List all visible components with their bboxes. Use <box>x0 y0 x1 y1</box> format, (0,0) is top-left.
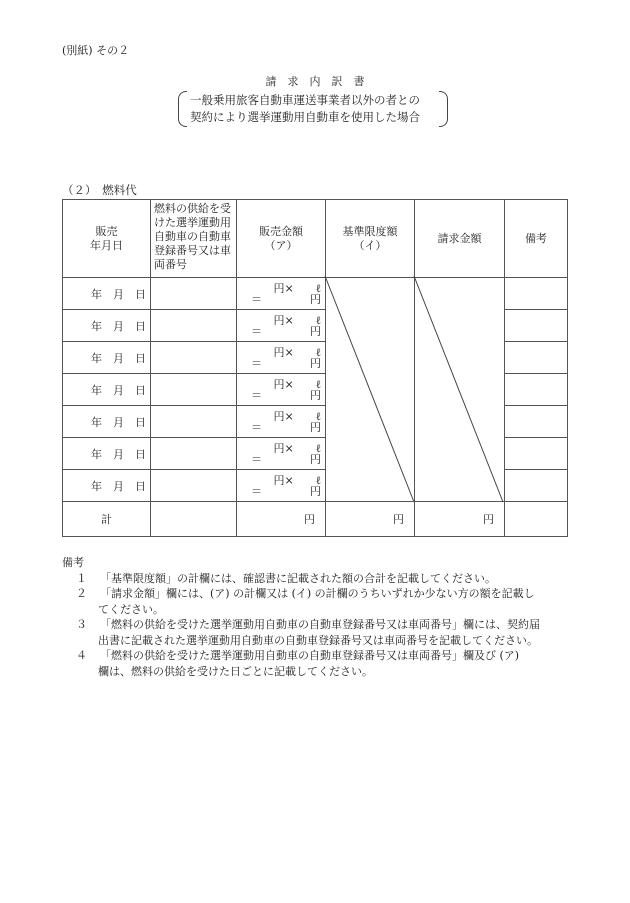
total-limit-amount-cell[interactable]: 円 <box>326 502 415 537</box>
section-title: （２） 燃料代 <box>62 183 137 197</box>
header-limit-amount <box>326 200 415 278</box>
note-text: 「請求金額」欄には、(ア) の計欄又は (イ) の計欄のうちいずれか少ない方の額を記載し <box>100 587 535 600</box>
header-claim-amount: 請求金額 <box>415 200 505 278</box>
date-cell[interactable]: 年 月 日 <box>63 278 151 310</box>
remarks-cell[interactable] <box>505 406 568 438</box>
annex-label: (別紙) その２ <box>62 44 130 57</box>
header-date-line: 販売 <box>95 224 118 238</box>
total-remarks-cell[interactable] <box>505 502 568 537</box>
sales-amount-cell[interactable] <box>237 342 326 374</box>
equals-sign: ＝ <box>251 421 262 434</box>
vehicle-number-cell[interactable] <box>151 406 237 438</box>
header-sales-line: （ア） <box>264 238 298 252</box>
equals-sign: ＝ <box>251 357 262 370</box>
note-item <box>62 571 540 587</box>
header-vehicle-line: けた選挙運動用 <box>154 216 231 229</box>
header-vehicle-line: 両番号 <box>154 258 187 271</box>
liter-label: ℓ <box>315 314 321 327</box>
header-date <box>63 200 151 278</box>
total-label: 計 <box>63 502 151 537</box>
header-vehicle-line: 登録番号又は車 <box>154 244 231 257</box>
date-cell[interactable]: 年 月 日 <box>63 406 151 438</box>
yen-label: 円 <box>310 389 321 402</box>
header-sales-amount <box>237 200 326 278</box>
subtitle-line-2: 契約により選挙運動用自動車を使用した場合 <box>190 110 420 124</box>
header-remarks: 備考 <box>505 200 568 278</box>
remarks-cell[interactable] <box>505 278 568 310</box>
remarks-cell[interactable] <box>505 310 568 342</box>
equals-sign: ＝ <box>251 325 262 338</box>
note-text-continued: 出書に記載された選挙運動用自動車の自動車登録番号又は車両番号を記載してください。 <box>98 633 538 647</box>
sales-amount-cell[interactable] <box>237 374 326 406</box>
header-vehicle-number <box>151 200 237 278</box>
unit-price-label: 円× <box>273 474 294 487</box>
liter-label: ℓ <box>315 378 321 391</box>
liter-label: ℓ <box>315 346 321 359</box>
note-item <box>62 617 540 648</box>
date-cell[interactable]: 年 月 日 <box>63 310 151 342</box>
table-row <box>63 278 568 310</box>
fuel-cost-table <box>62 199 568 537</box>
liter-label: ℓ <box>315 474 321 487</box>
left-paren-bracket <box>178 91 187 127</box>
note-text-continued: てください。 <box>98 602 164 616</box>
remarks-cell[interactable] <box>505 470 568 502</box>
total-vehicle-cell <box>151 502 237 537</box>
vehicle-number-cell[interactable] <box>151 342 237 374</box>
remarks-cell[interactable] <box>505 438 568 470</box>
note-number: １ <box>76 571 87 585</box>
sales-amount-cell[interactable] <box>237 470 326 502</box>
date-cell[interactable]: 年 月 日 <box>63 374 151 406</box>
claim-amount-crossed-cell <box>415 278 505 502</box>
note-number: ３ <box>76 618 87 631</box>
equals-sign: ＝ <box>251 293 262 306</box>
date-cell[interactable]: 年 月 日 <box>63 438 151 470</box>
remarks-cell[interactable] <box>505 342 568 374</box>
sales-amount-cell[interactable] <box>237 406 326 438</box>
total-row <box>63 502 568 537</box>
vehicle-number-cell[interactable] <box>151 438 237 470</box>
vehicle-number-cell[interactable] <box>151 374 237 406</box>
table-header-row <box>63 200 568 278</box>
notes-heading: 備考 <box>62 556 84 569</box>
vehicle-number-cell[interactable] <box>151 278 237 310</box>
note-text-continued: 欄は、燃料の供給を受けた日ごとに記載してください。 <box>98 664 373 678</box>
unit-price-label: 円× <box>273 410 294 423</box>
date-cell[interactable]: 年 月 日 <box>63 470 151 502</box>
vehicle-number-cell[interactable] <box>151 470 237 502</box>
note-text: 「燃料の供給を受けた選挙運動用自動車の自動車登録番号又は車両番号」欄及び (ア) <box>100 649 520 662</box>
unit-price-label: 円× <box>273 282 294 295</box>
sales-amount-cell[interactable] <box>237 278 326 310</box>
yen-label: 円 <box>310 485 321 498</box>
header-vehicle-line: 燃料の供給を受 <box>154 202 231 215</box>
liter-label: ℓ <box>315 410 321 423</box>
unit-price-label: 円× <box>273 442 294 455</box>
unit-price-label: 円× <box>273 346 294 359</box>
equals-sign: ＝ <box>251 389 262 402</box>
subtitle-line-1: 一般乗用旅客自動車運送事業者以外の者との <box>190 93 420 107</box>
remarks-cell[interactable] <box>505 374 568 406</box>
header-sales-line: 販売金額 <box>259 224 303 238</box>
unit-price-label: 円× <box>273 314 294 327</box>
equals-sign: ＝ <box>251 453 262 466</box>
header-limit-line: （イ） <box>353 238 387 252</box>
sales-amount-cell[interactable] <box>237 310 326 342</box>
right-paren-bracket <box>439 91 448 127</box>
unit-price-label: 円× <box>273 378 294 391</box>
note-number: ４ <box>76 649 87 662</box>
liter-label: ℓ <box>315 442 321 455</box>
yen-label: 円 <box>310 325 321 338</box>
note-text: 「基準限度額」の計欄には、確認書に記載された額の合計を記載してください。 <box>100 571 496 585</box>
document-title: 請 求 内 訳 書 <box>265 75 365 88</box>
date-cell[interactable]: 年 月 日 <box>63 342 151 374</box>
liter-label: ℓ <box>315 282 321 295</box>
header-vehicle-line: 自動車の自動車 <box>154 230 231 243</box>
yen-label: 円 <box>310 421 321 434</box>
notes-section <box>62 555 540 679</box>
yen-label: 円 <box>310 453 321 466</box>
note-item <box>62 648 540 679</box>
note-text: 「燃料の供給を受けた選挙運動用自動車の自動車登録番号又は車両番号」欄には、契約届 <box>100 618 540 631</box>
sales-amount-cell[interactable] <box>237 438 326 470</box>
header-date-line: 年月日 <box>90 238 123 252</box>
note-item <box>62 586 540 617</box>
note-number: ２ <box>76 587 87 600</box>
equals-sign: ＝ <box>251 485 262 498</box>
vehicle-number-cell[interactable] <box>151 310 237 342</box>
yen-label: 円 <box>310 357 321 370</box>
yen-label: 円 <box>310 293 321 306</box>
header-limit-line: 基準限度額 <box>342 224 398 238</box>
total-sales-amount-cell[interactable]: 円 <box>237 502 326 537</box>
subtitle-block <box>178 91 448 127</box>
total-claim-amount-cell[interactable]: 円 <box>415 502 505 537</box>
limit-amount-crossed-cell <box>326 278 415 502</box>
